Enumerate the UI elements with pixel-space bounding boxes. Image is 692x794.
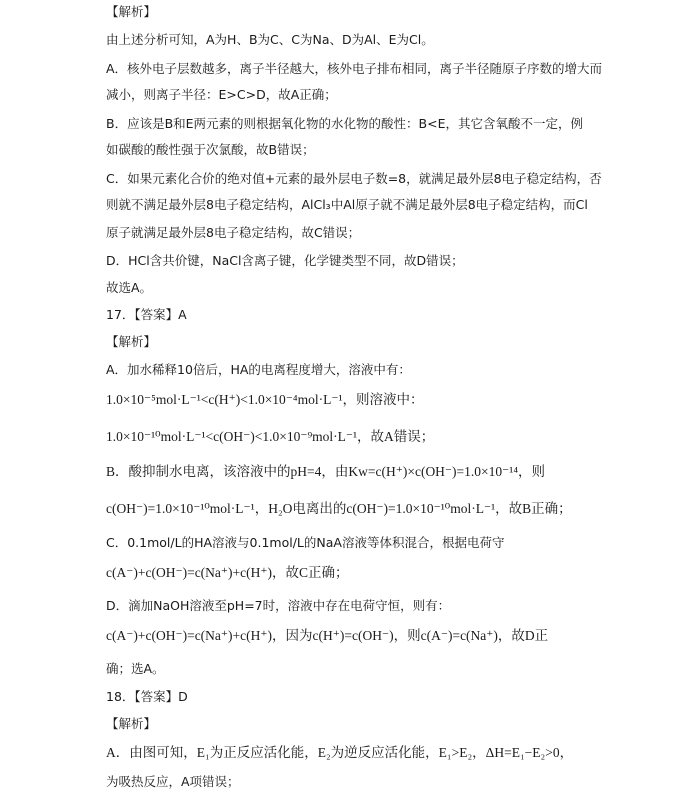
text-line: 确；选A。 <box>106 661 165 676</box>
text-line: C．0.1mol/L的HA溶液与0.1mol/L的NaA溶液等体积混合，根据电荷守 <box>106 535 505 550</box>
analysis-heading: 【解析】 <box>106 716 157 731</box>
text-line: A．核外电子层数越多，离子半径越大，核外电子排布相同，离子半径随原子序数的增大而 <box>106 61 603 76</box>
formula-line: c(A⁻)+c(OH⁻)=c(Na⁺)+c(H⁺)，故C正确； <box>106 565 349 580</box>
formula-line: A．由图可知，E₁为正反应活化能，E₂为逆反应活化能，E₁>E₂，ΔH=E₁−E₂>0， <box>106 745 574 760</box>
text-line: 为吸热反应，A项错误； <box>106 774 240 789</box>
formula-line: 1.0×10⁻⁵mol·L⁻¹<c(H⁺)<1.0×10⁻⁴mol·L⁻¹，则溶液中： <box>106 392 424 407</box>
answer-heading: 17．【答案】A <box>106 307 187 322</box>
text-line: 由上述分析可知，A为H、B为C、C为Na、D为Al、E为Cl。 <box>106 32 434 47</box>
text-line: 如碳酸的酸性强于次氯酸，故B错误； <box>106 142 315 157</box>
text-line: D．滴加NaOH溶液至pH=7时，溶液中存在电荷守恒，则有： <box>106 598 451 613</box>
text-line: C．如果元素化合价的绝对值+元素的最外层电子数=8，就满足最外层8电子稳定结构，否 <box>106 171 602 186</box>
formula-line: c(OH⁻)=1.0×10⁻¹⁰mol·L⁻¹，H₂O电离出的c(OH⁻)=1.0×10⁻¹⁰mol·L⁻¹，故B正确； <box>106 501 572 516</box>
text-line: 故选A。 <box>106 280 153 295</box>
text-line: D．HCl含共价键，NaCl含离子键，化学键类型不同，故D错误； <box>106 253 464 268</box>
formula-line: c(A⁻)+c(OH⁻)=c(Na⁺)+c(H⁺)，因为c(H⁺)=c(OH⁻)，则c(A⁻)=c(Na⁺)，故D正 <box>106 628 549 643</box>
formula-line: 1.0×10⁻¹⁰mol·L⁻¹<c(OH⁻)<1.0×10⁻⁹mol·L⁻¹，故A错误； <box>106 429 435 444</box>
text-line: A．加水稀释10倍后，HA的电离程度增大，溶液中有： <box>106 362 411 377</box>
text-line: 原子就满足最外层8电子稳定结构，故C错误； <box>106 225 361 240</box>
formula-line: B．酸抑制水电离，该溶液中的pH=4，由Kw=c(H⁺)×c(OH⁻)=1.0×10⁻¹⁴，则 <box>106 464 546 479</box>
text-line: B．应该是B和E两元素的则根据氧化物的水化物的酸性：B<E，其它含氧酸不一定，例 <box>106 116 583 131</box>
text-line: 则就不满足最外层8电子稳定结构，AlCl₃中Al原子就不满足最外层8电子稳定结构，而Cl <box>106 197 588 212</box>
analysis-heading: 【解析】 <box>106 334 157 349</box>
answer-heading: 18．【答案】D <box>106 689 188 704</box>
analysis-heading: 【解析】 <box>106 4 157 19</box>
text-line: 减小，则离子半径：E>C>D，故A正确； <box>106 87 337 102</box>
